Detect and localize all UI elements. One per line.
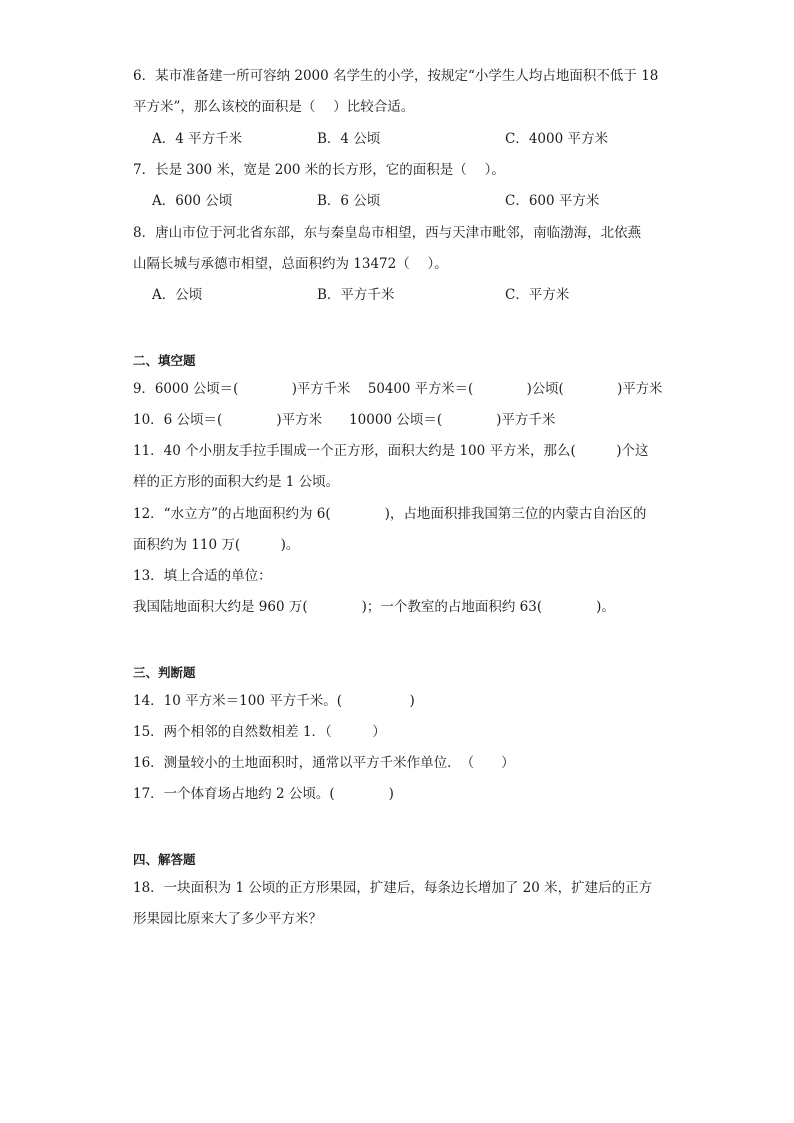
q8-option-b: B．平方千米 (317, 287, 395, 303)
q6-line1: 6．某市准备建一所可容纳 2000 名学生的小学，按规定“小学生人均占地面积不低于 18 (133, 68, 659, 84)
q6-option-a: A．4 平方千米 (152, 131, 243, 147)
q9-line: 9．6000 公顷＝( )平方千米 50400 平方米＝( )公顷( )平方米 (133, 381, 663, 397)
q15-line: 15．两个相邻的自然数相差 1．（ ） (133, 724, 386, 740)
q7-option-b: B．6 公顷 (317, 193, 381, 209)
q8-option-a: A．公顷 (152, 287, 203, 303)
q17-line: 17．一个体育场占地约 2 公顷。( ) (133, 786, 394, 802)
q14-line: 14．10 平方米＝100 平方千米。( ) (133, 693, 415, 709)
q12-line2: 面积约为 110 万( )。 (133, 537, 300, 553)
q18-line2: 形果园比原来大了多少平方米？ (133, 911, 322, 927)
q8-line1: 8．唐山市位于河北省东部，东与秦皇岛市相望，西与天津市毗邻，南临渤海，北依燕 (133, 225, 642, 241)
q8-option-c: C．平方米 (505, 287, 570, 303)
q6-line2: 平方米”，那么该校的面积是（ ）比较合适。 (133, 99, 415, 115)
q11-line1: 11．40 个小朋友手拉手围成一个正方形，面积大约是 100 平方米，那么( )个这 (133, 443, 649, 459)
q16-line: 16．测量较小的土地面积时，通常以平方千米作单位． （ ） (133, 755, 515, 771)
q10-line: 10．6 公顷＝( )平方米 10000 公顷＝( )平方千米 (133, 412, 556, 428)
q11-line2: 样的正方形的面积大约是 1 公顷。 (133, 474, 340, 490)
q12-line1: 12．“水立方”的占地面积约为 6( )，占地面积排我国第三位的内蒙古自治区的 (133, 506, 647, 522)
section3-title: 三、判断题 (133, 665, 196, 680)
section4-title: 四、解答题 (133, 852, 196, 867)
q8-line2: 山隔长城与承德市相望，总面积约为 13472（ ）。 (133, 256, 448, 272)
q7-option-c: C．600 平方米 (505, 193, 600, 209)
q6-option-c: C．4000 平方米 (505, 131, 608, 147)
q13-line2: 我国陆地面积大约是 960 万( )；一个教室的占地面积约 63( )。 (133, 599, 615, 615)
q13-line1: 13．填上合适的单位： (133, 568, 272, 584)
section2-title: 二、填空题 (133, 353, 196, 368)
q18-line1: 18．一块面积为 1 公顷的正方形果园，扩建后，每条边长增加了 20 米，扩建后的正方 (133, 880, 653, 896)
q7-option-a: A．600 公顷 (152, 193, 233, 209)
q7-line1: 7．长是 300 米，宽是 200 米的长方形，它的面积是（ ）。 (133, 162, 505, 178)
q6-option-b: B．4 公顷 (317, 131, 381, 147)
